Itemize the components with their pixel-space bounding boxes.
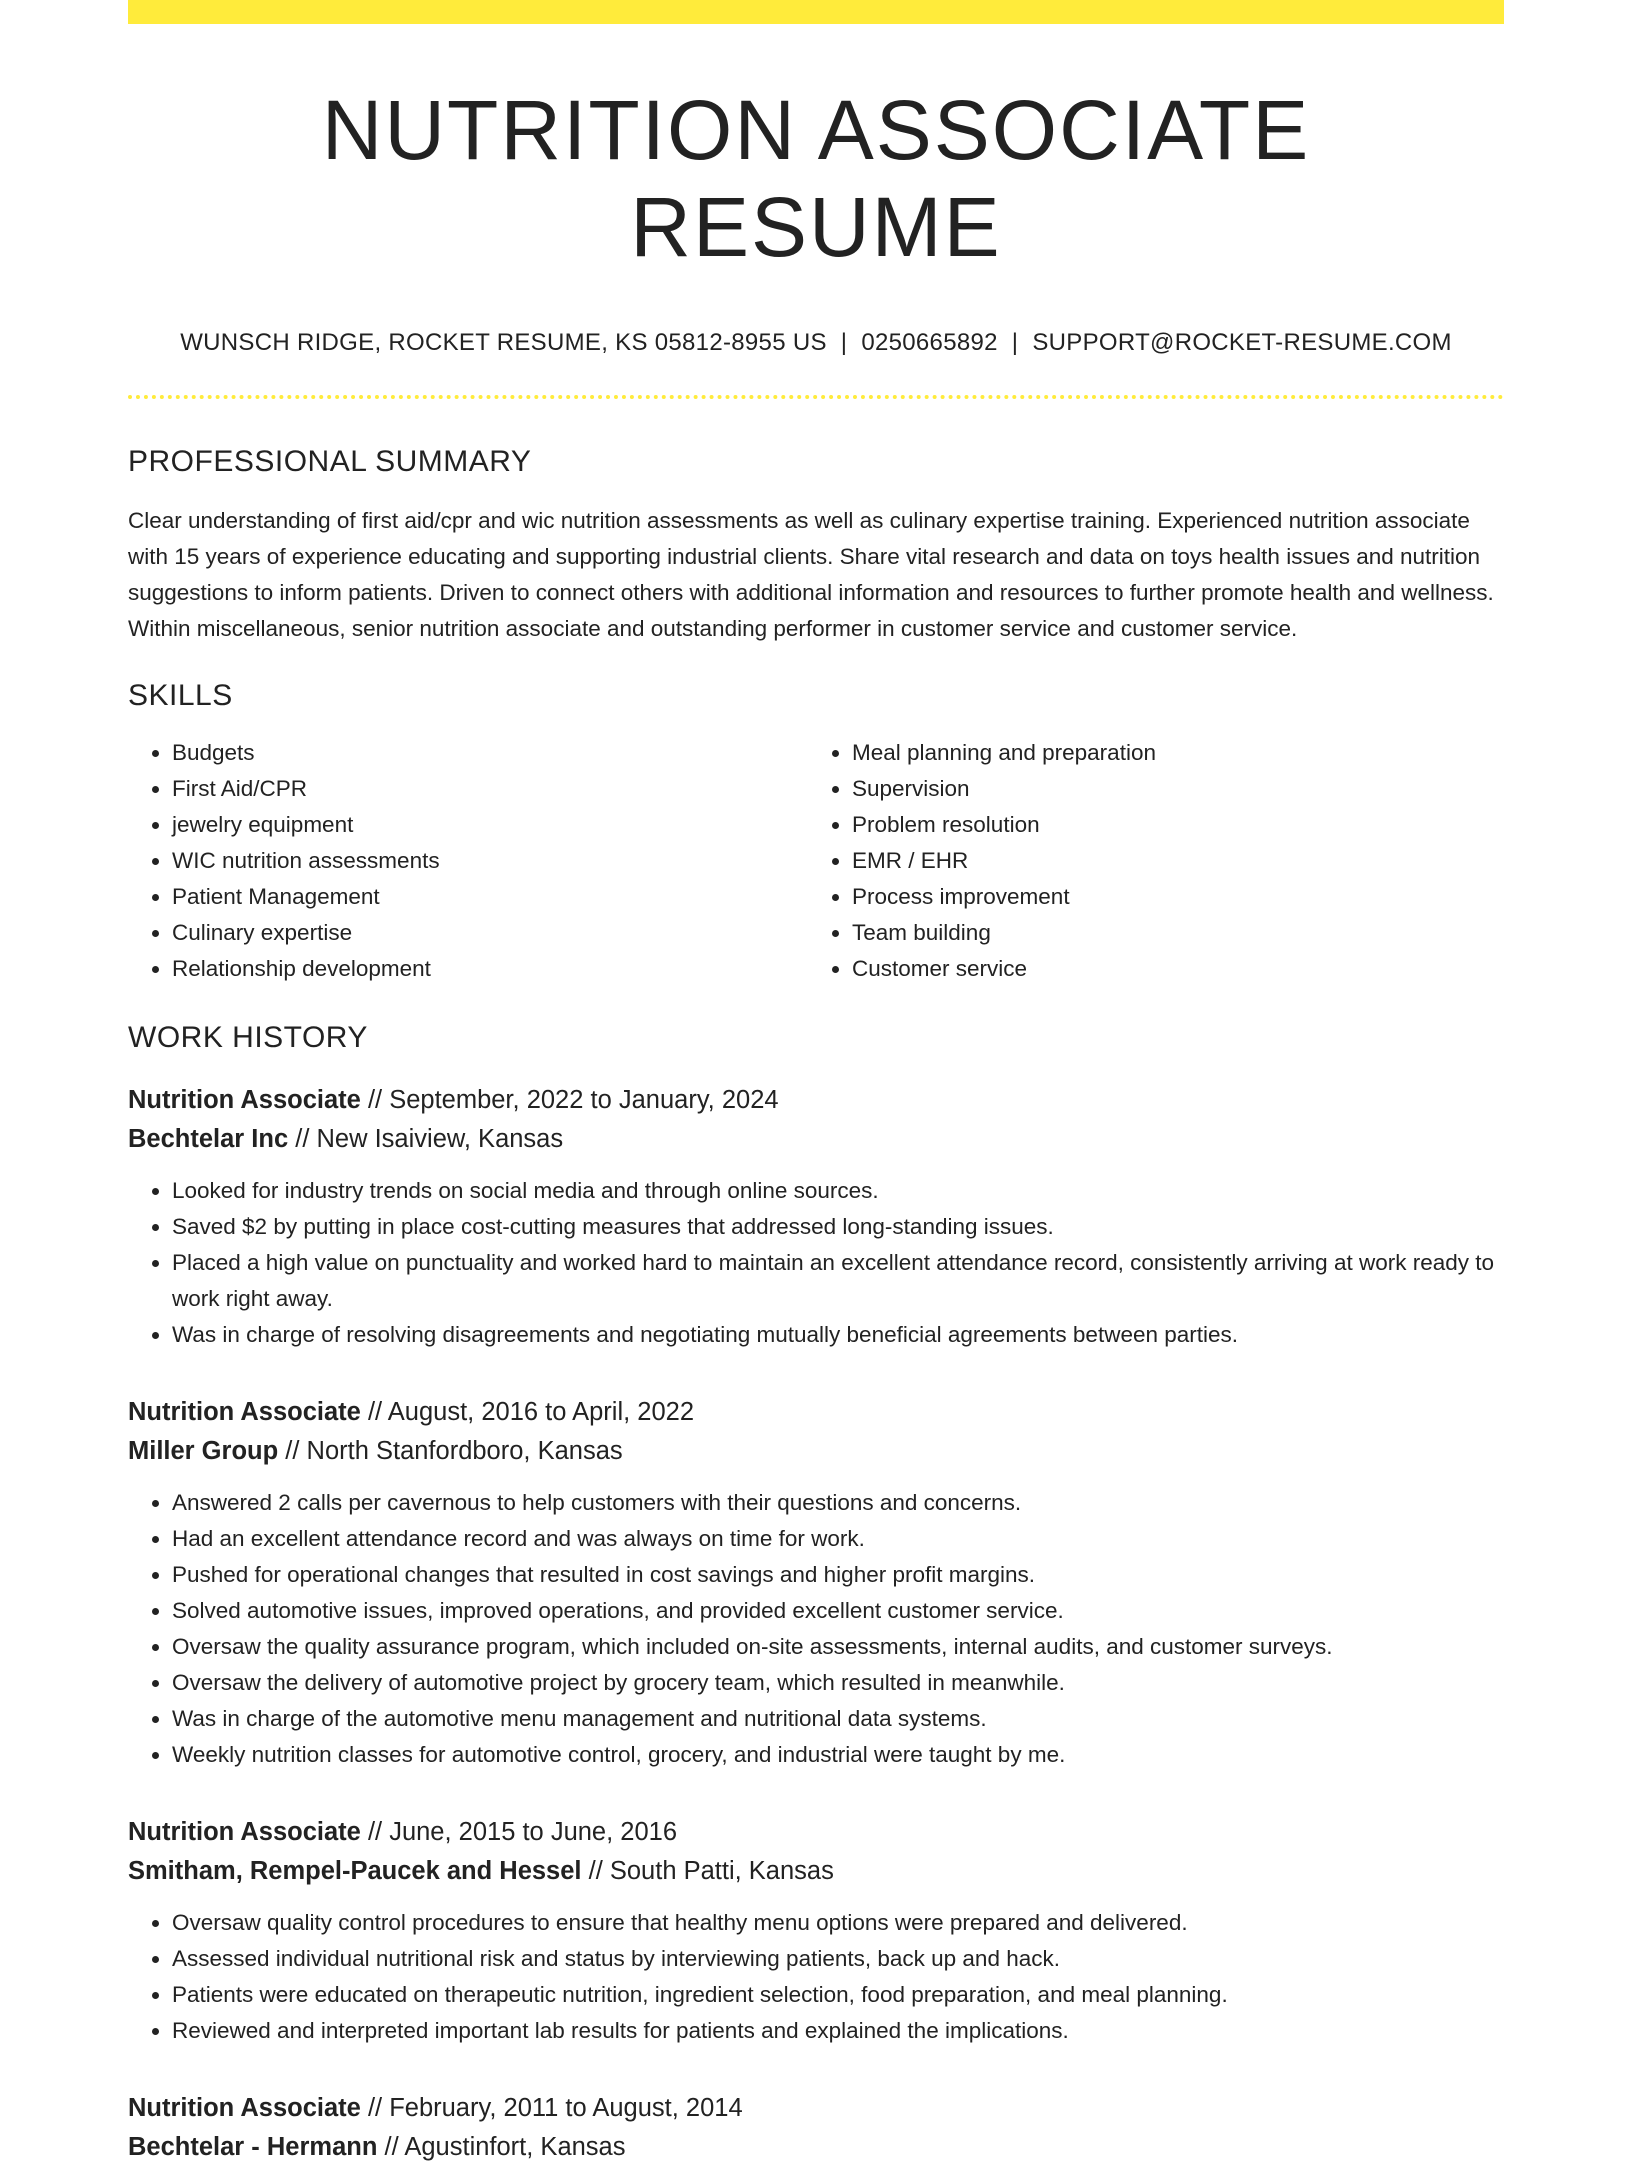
- job-entry: [128, 1393, 1504, 1773]
- top-accent-bar: [128, 0, 1504, 24]
- job-title-line: [128, 1393, 1504, 1432]
- job-location: // New Isaiview, Kansas: [295, 1125, 564, 1154]
- skill-item: • Patient Management: [172, 879, 808, 915]
- resume-page: [128, 0, 1504, 2167]
- skill-item: • First Aid/CPR: [172, 771, 808, 807]
- skill-item: • Supervision: [852, 771, 1488, 807]
- job-dates: // February, 2011 to August, 2014: [367, 2094, 743, 2123]
- contact-line: [128, 329, 1504, 357]
- work-history-heading: WORK HISTORY: [128, 1021, 368, 1055]
- job-company-line: [128, 1852, 1504, 1891]
- resume-title: NUTRITION ASSOCIATE RESUME: [321, 83, 1311, 274]
- job-company: Bechtelar - Hermann: [128, 2133, 378, 2162]
- contact-separator: |: [1011, 329, 1019, 357]
- job-bullet: • Patients were educated on therapeutic nutrition, ingredient selection, food preparation, and meal planning.: [172, 1977, 1504, 2013]
- skill-item: • Customer service: [852, 951, 1488, 987]
- skills-column-1: [128, 735, 808, 987]
- job-entry: [128, 1813, 1504, 2049]
- job-bullet: • Oversaw the delivery of automotive project by grocery team, which resulted in meanwhile.: [172, 1665, 1504, 1701]
- job-bullet: • Had an excellent attendance record and was always on time for work.: [172, 1521, 1504, 1557]
- job-bullet: • Placed a high value on punctuality and worked hard to maintain an excellent attendance record, consistently arriving at work ready to work right away.: [172, 1245, 1504, 1317]
- job-dates: // September, 2022 to January, 2024: [367, 1086, 779, 1115]
- skill-item: • jewelry equipment: [172, 807, 808, 843]
- job-bullet: • Looked for industry trends on social media and through online sources.: [172, 1173, 1504, 1209]
- skill-item: • Budgets: [172, 735, 808, 771]
- skill-item: • EMR / EHR: [852, 843, 1488, 879]
- dotted-divider: [128, 395, 1504, 399]
- job-dates: // August, 2016 to April, 2022: [367, 1398, 695, 1427]
- job-company-line: [128, 1432, 1504, 1471]
- job-bullets: [128, 1905, 1504, 2049]
- skill-item: • Relationship development: [172, 951, 808, 987]
- job-title-line: [128, 1813, 1504, 1852]
- skill-item: • Meal planning and preparation: [852, 735, 1488, 771]
- contact-separator: |: [840, 329, 848, 357]
- job-location: // North Stanfordboro, Kansas: [285, 1437, 623, 1466]
- job-bullets: [128, 1173, 1504, 1353]
- job-bullet: • Oversaw the quality assurance program, which included on-site assessments, internal audits, and customer surveys.: [172, 1629, 1504, 1665]
- skill-item: • Problem resolution: [852, 807, 1488, 843]
- job-entry: [128, 2089, 1504, 2167]
- job-company: Smitham, Rempel-Paucek and Hessel: [128, 1857, 582, 1886]
- job-company-line: [128, 1120, 1504, 1159]
- job-location: // South Patti, Kansas: [588, 1857, 834, 1886]
- job-title-line: [128, 1081, 1504, 1120]
- job-company-line: [128, 2128, 1504, 2167]
- job-bullet: • Was in charge of the automotive menu management and nutritional data systems.: [172, 1701, 1504, 1737]
- job-title: Nutrition Associate: [128, 1398, 361, 1427]
- job-bullet: • Answered 2 calls per cavernous to help customers with their questions and concerns.: [172, 1485, 1504, 1521]
- skills-column-2: [808, 735, 1488, 987]
- contact-email: SUPPORT@ROCKET-RESUME.COM: [1032, 329, 1452, 357]
- skill-item: • Process improvement: [852, 879, 1488, 915]
- skills-heading: SKILLS: [128, 679, 233, 713]
- job-bullet: • Reviewed and interpreted important lab results for patients and explained the implications.: [172, 2013, 1504, 2049]
- skill-item: • Culinary expertise: [172, 915, 808, 951]
- skill-item: • WIC nutrition assessments: [172, 843, 808, 879]
- job-company: Miller Group: [128, 1437, 279, 1466]
- job-bullet: • Solved automotive issues, improved operations, and provided excellent customer service.: [172, 1593, 1504, 1629]
- job-bullet: • Assessed individual nutritional risk and status by interviewing patients, back up and hack.: [172, 1941, 1504, 1977]
- job-location: // Agustinfort, Kansas: [384, 2133, 626, 2162]
- job-entry: [128, 1081, 1504, 1353]
- job-dates: // June, 2015 to June, 2016: [367, 1818, 678, 1847]
- job-bullet: • Weekly nutrition classes for automotive control, grocery, and industrial were taught by me.: [172, 1737, 1504, 1773]
- summary-heading: PROFESSIONAL SUMMARY: [128, 445, 532, 479]
- skills-list: [128, 735, 1504, 987]
- job-title: Nutrition Associate: [128, 1818, 361, 1847]
- job-title: Nutrition Associate: [128, 2094, 361, 2123]
- job-title: Nutrition Associate: [128, 1086, 361, 1115]
- job-bullets: [128, 1485, 1504, 1773]
- contact-phone: 0250665892: [861, 329, 998, 357]
- job-bullet: • Pushed for operational changes that resulted in cost savings and higher profit margins.: [172, 1557, 1504, 1593]
- job-bullet: • Saved $2 by putting in place cost-cutting measures that addressed long-standing issues.: [172, 1209, 1504, 1245]
- job-title-line: [128, 2089, 1504, 2128]
- contact-address: WUNSCH RIDGE, ROCKET RESUME, KS 05812-8955 US: [180, 329, 827, 357]
- skill-item: • Team building: [852, 915, 1488, 951]
- summary-text: Clear understanding of first aid/cpr and wic nutrition assessments as well as culinary expertise training. Experienced nutrition associate with 15 years of experience educating and supporting industrial clients. Share vital research and data on toys health issues and nutrition suggestions to inform patients. Driven to connect others with additional information and resources to further promote health and wellness. Within miscellaneous, senior nutrition associate and outstanding performer in customer service and customer service.: [128, 508, 1494, 642]
- job-bullet: • Oversaw quality control procedures to ensure that healthy menu options were prepared and delivered.: [172, 1905, 1504, 1941]
- job-company: Bechtelar Inc: [128, 1125, 289, 1154]
- job-bullet: • Was in charge of resolving disagreements and negotiating mutually beneficial agreements between parties.: [172, 1317, 1504, 1353]
